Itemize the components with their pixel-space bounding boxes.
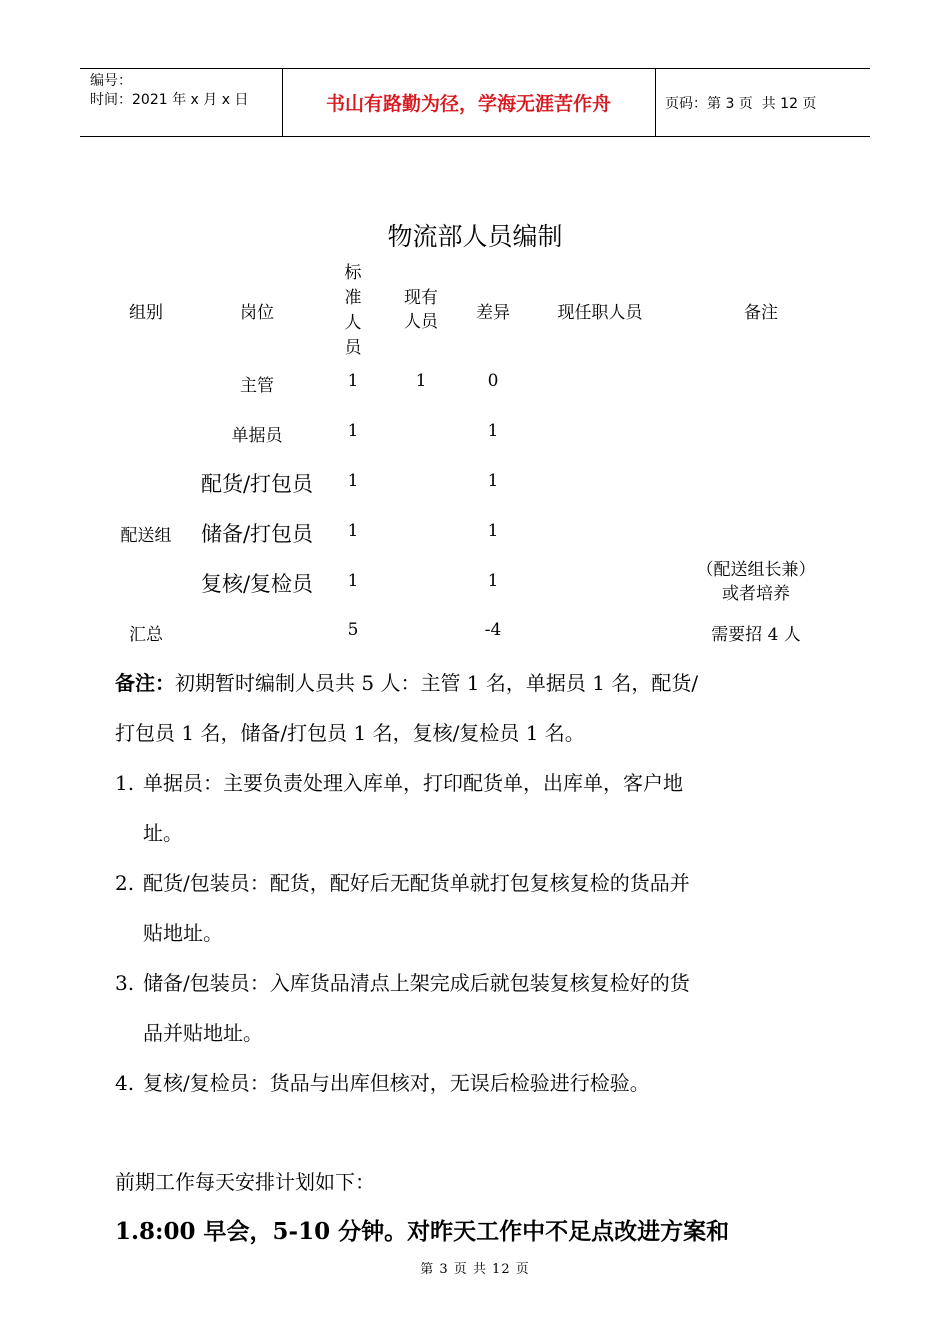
row-standard: 1 <box>347 471 359 491</box>
number-label: 编号： <box>90 73 132 89</box>
col-header-current: 现有 人员 <box>404 288 438 332</box>
duty-item-cont: 贴地址。 <box>143 921 223 945</box>
col-header-notes: 备注 <box>744 303 778 323</box>
col-header-position: 岗位 <box>240 303 274 323</box>
duty-item-cont: 址。 <box>143 821 183 845</box>
row-diff: 1 <box>487 471 499 491</box>
row-standard: 1 <box>347 421 359 441</box>
duty-item: 1. 单据员：主要负责处理入库单，打印配货单，出库单，客户地 <box>115 771 683 795</box>
plan-intro: 前期工作每天安排计划如下： <box>115 1170 375 1194</box>
plan-item: 1.8:00 早会，5-10 分钟。对昨天工作中不足点改进方案和 <box>115 1218 730 1245</box>
page-footer: 第 3 页 共 12 页 <box>420 1262 530 1277</box>
row-position: 配货/打包员 <box>200 472 314 496</box>
row-position: 储备/打包员 <box>200 522 314 546</box>
row-standard: 1 <box>347 521 359 541</box>
col-header-group: 组别 <box>129 303 163 323</box>
row-position: 主管 <box>240 376 274 396</box>
row-diff: 1 <box>487 521 499 541</box>
total-label: 汇总 <box>129 625 163 645</box>
page-header <box>80 68 870 137</box>
row-position: 复核/复检员 <box>200 572 314 596</box>
total-standard: 5 <box>347 620 359 640</box>
row-current: 1 <box>415 371 427 391</box>
duty-item-cont: 品并贴地址。 <box>143 1021 263 1045</box>
header-motto: 书山有路勤为径，学海无涯苦作舟 <box>325 93 611 115</box>
duty-item: 4. 复核/复检员：货品与出库但核对，无误后检验进行检验。 <box>115 1071 650 1095</box>
header-page-info: 页码：第 3 页 共 12 页 <box>665 95 817 112</box>
header-divider <box>655 69 656 136</box>
page-title: 物流部人员编制 <box>387 222 563 251</box>
group-name: 配送组 <box>120 526 172 546</box>
row-diff: 0 <box>487 371 499 391</box>
remark-line: 备注：初期暂时编制人员共 5 人：主管 1 名，单据员 1 名，配货/ <box>115 671 699 695</box>
remark-line: 打包员 1 名，储备/打包员 1 名，复核/复检员 1 名。 <box>115 721 585 745</box>
row-diff: 1 <box>487 571 499 591</box>
duty-item: 3. 储备/包装员：入库货品清点上架完成后就包装复核复检好的货 <box>115 971 690 995</box>
row-note: （配送组长兼） 或者培养 <box>696 560 816 604</box>
col-header-diff: 差异 <box>476 303 510 323</box>
header-meta <box>90 72 248 110</box>
row-standard: 1 <box>347 371 359 391</box>
total-diff: -4 <box>484 620 502 640</box>
duty-item: 2. 配货/包装员：配货，配好后无配货单就打包复核复检的货品并 <box>115 871 690 895</box>
remark-label: 备注： <box>115 671 175 695</box>
col-header-standard: 标 准 人 员 <box>344 263 362 358</box>
total-note: 需要招 4 人 <box>711 625 801 645</box>
col-header-staff: 现任职人员 <box>557 303 643 323</box>
row-standard: 1 <box>347 571 359 591</box>
row-position: 单据员 <box>231 426 283 446</box>
time-label: 时间：2021 年 x 月 x 日 <box>90 92 249 108</box>
row-diff: 1 <box>487 421 499 441</box>
